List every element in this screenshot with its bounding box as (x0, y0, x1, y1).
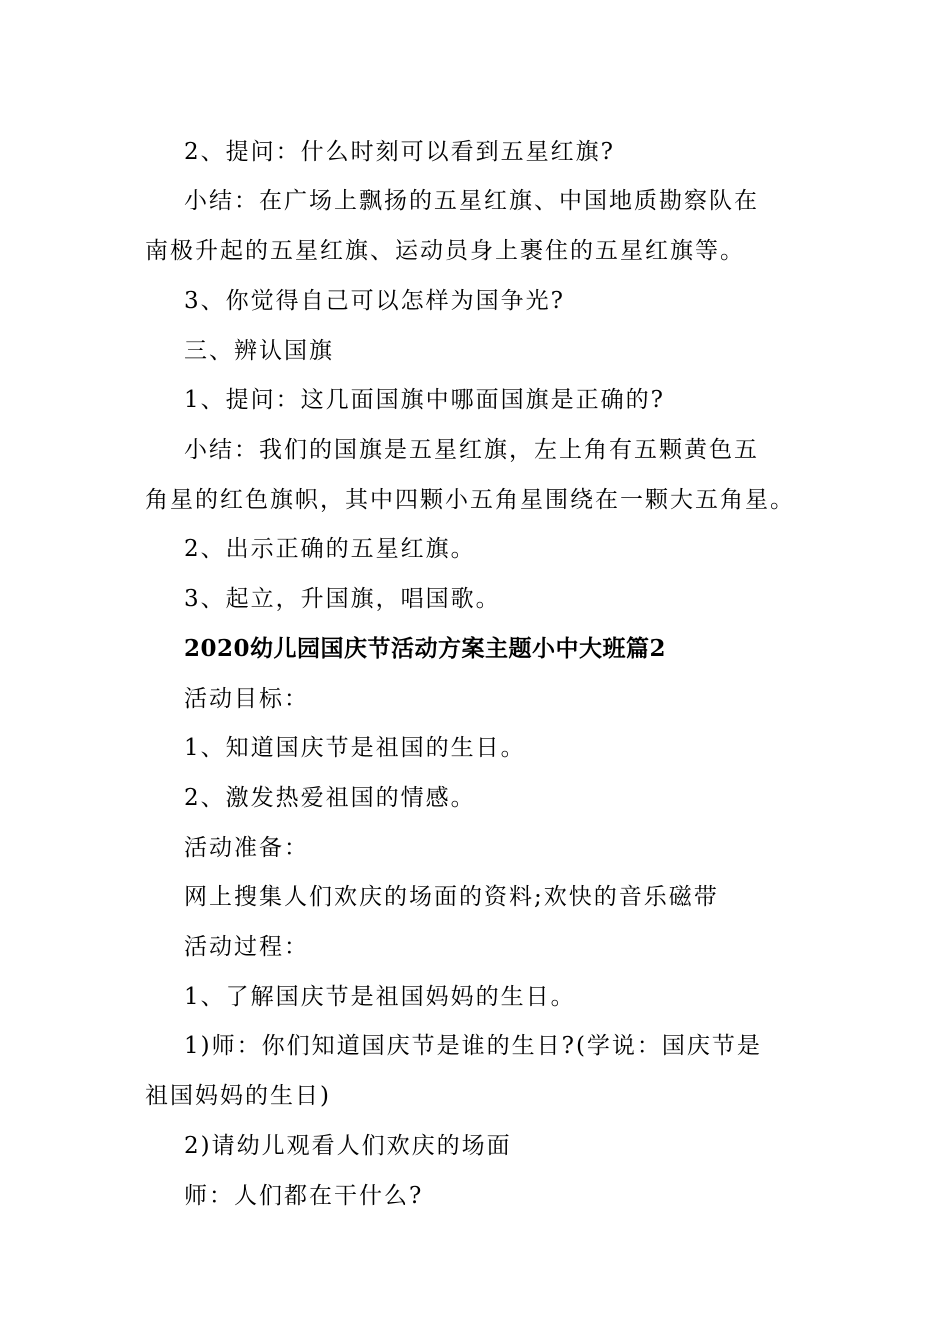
paragraph-line: 2、提问：什么时刻可以看到五星红旗? (184, 139, 615, 165)
paragraph-line: 1)师：你们知道国庆节是谁的生日?(学说：国庆节是 (184, 1033, 762, 1059)
paragraph-continuation: 祖国妈妈的生日) (145, 1083, 331, 1109)
paragraph-line: 2、出示正确的五星红旗。 (184, 536, 476, 562)
paragraph-line: 3、你觉得自己可以怎样为国争光? (184, 288, 565, 314)
paragraph-line: 网上搜集人们欢庆的场面的资料;欢快的音乐磁带 (184, 884, 719, 910)
paragraph-line: 2)请幼儿观看人们欢庆的场面 (184, 1133, 512, 1159)
article-title: 2020幼儿园国庆节活动方案主题小中大班篇2 (184, 635, 667, 662)
paragraph-line: 师：人们都在干什么? (184, 1183, 424, 1209)
summary-line: 小结：在广场上飘扬的五星红旗、中国地质勘察队在 (184, 188, 759, 214)
subsection-label: 活动过程： (184, 934, 309, 960)
paragraph-line: 1、知道国庆节是祖国的生日。 (184, 735, 526, 761)
subsection-label: 活动目标： (184, 686, 309, 712)
paragraph-line: 1、提问：这几面国旗中哪面国旗是正确的? (184, 387, 665, 413)
summary-line: 小结：我们的国旗是五星红旗，左上角有五颗黄色五 (184, 437, 759, 463)
subsection-label: 活动准备： (184, 835, 309, 861)
summary-continuation: 南极升起的五星红旗、运动员身上裹住的五星红旗等。 (145, 238, 745, 264)
paragraph-line: 2、激发热爱祖国的情感。 (184, 785, 476, 811)
paragraph-line: 1、了解国庆节是祖国妈妈的生日。 (184, 984, 576, 1010)
summary-continuation: 角星的红色旗帜，其中四颗小五角星围绕在一颗大五角星。 (145, 487, 795, 513)
section-heading: 三、辨认国旗 (184, 338, 334, 364)
paragraph-line: 3、起立，升国旗，唱国歌。 (184, 586, 501, 612)
